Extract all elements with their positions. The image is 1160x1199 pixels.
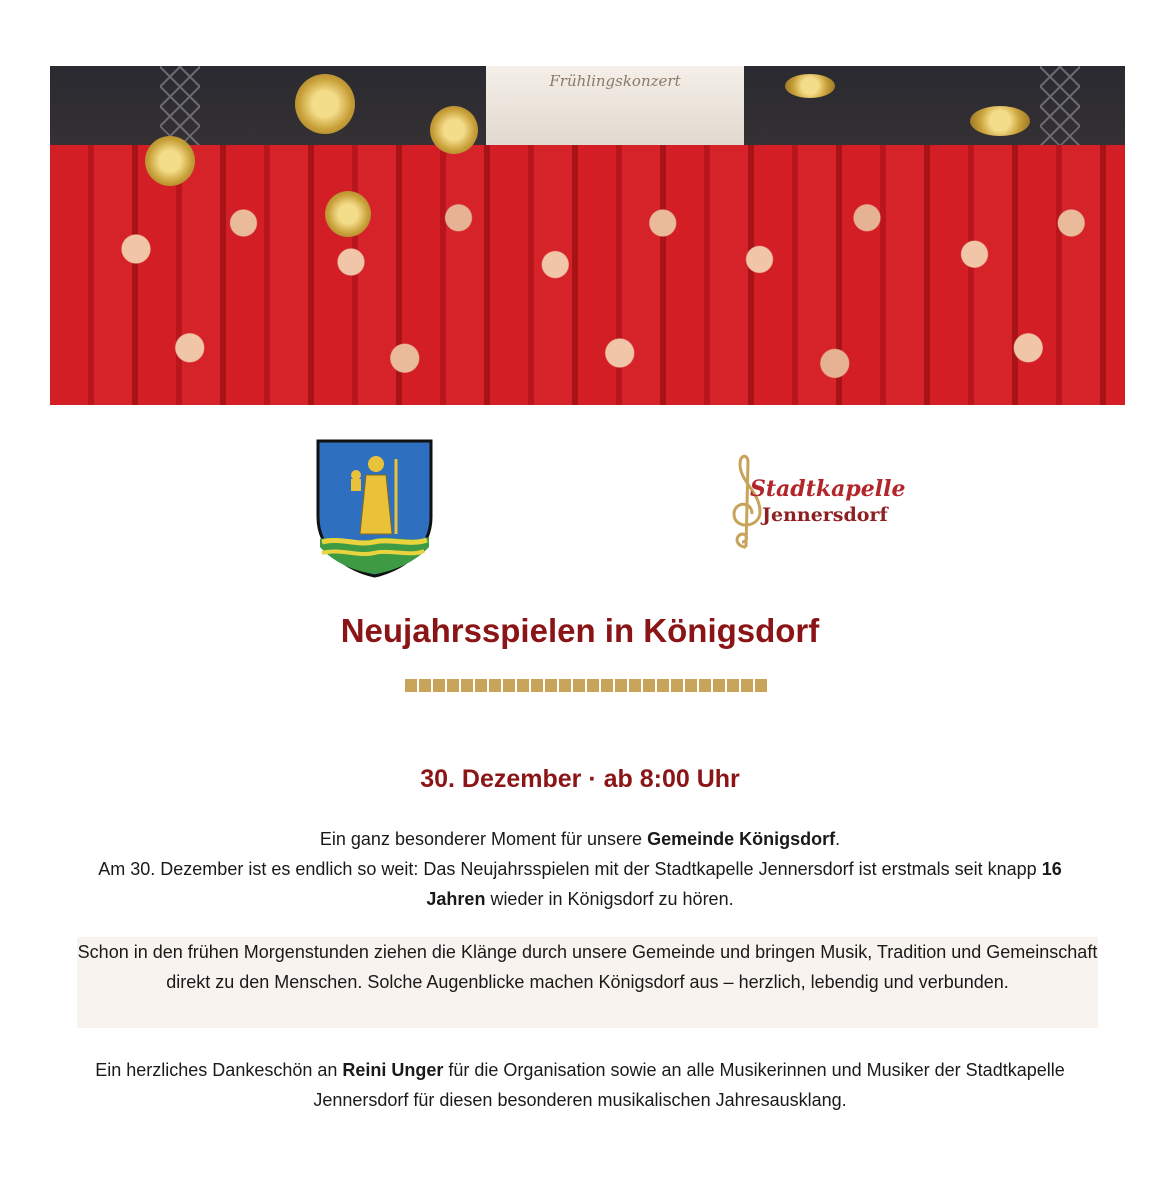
- gemeinde-wappen-icon: [316, 439, 433, 578]
- page-title: Neujahrsspielen in Königsdorf: [340, 612, 820, 649]
- tuba-icon: [295, 74, 355, 134]
- cymbal-icon: [785, 74, 835, 98]
- event-date: 30. Dezember · ab 8:00 Uhr: [420, 765, 740, 793]
- highlight-paragraph: Schon in den frühen Morgenstunden ziehen die Klänge durch unsere Gemeinde und bringen Musik, Tradition und Gemeinschaft direkt zu den Menschen. Solche Augenblicke machen Königsdorf aus – herzlich, lebendig und verbunden.: [77, 937, 1098, 1028]
- cymbal-icon: [970, 106, 1030, 136]
- highlight-gemeinde: Gemeinde Königsdorf: [647, 829, 836, 849]
- band-name-line1: Stadtkapelle: [750, 476, 906, 502]
- treble-clef-icon: [726, 452, 766, 552]
- text-segment: Ein herzliches Dankeschön an: [95, 1060, 343, 1080]
- text-segment: Ein ganz besonderer Moment für unsere: [319, 829, 648, 849]
- band-members: [50, 145, 1125, 405]
- stage-screen-text: Frühlingskonzert: [549, 72, 681, 90]
- decorative-divider: [405, 679, 769, 692]
- text-segment: Am 30. Dezember ist es endlich so weit: Das Neujahrsspielen mit der Stadtkapelle Jennersdorf ist erstmals seit knapp: [98, 859, 1042, 879]
- intro-paragraph: [80, 824, 1080, 914]
- band-name-line2: Jennersdorf: [762, 504, 888, 526]
- text-segment: für die Organisation sowie an alle Musikerinnen und Musiker der Stadtkapelle Jennersdorf für diesen besonderen musikalischen Jahresausklang.: [313, 1060, 1065, 1110]
- highlight-years: 16 Jahren: [426, 859, 1062, 909]
- hero-band-photo: [50, 66, 1125, 405]
- text-segment: wieder in Königsdorf zu hören.: [485, 889, 734, 909]
- stadtkapelle-logo: [722, 452, 906, 552]
- tuba-icon: [325, 191, 371, 237]
- highlight-name: Reini Unger: [342, 1060, 444, 1080]
- tuba-icon: [430, 106, 478, 154]
- tuba-icon: [145, 136, 195, 186]
- text-segment: .: [835, 829, 841, 849]
- thanks-paragraph: [80, 1055, 1080, 1115]
